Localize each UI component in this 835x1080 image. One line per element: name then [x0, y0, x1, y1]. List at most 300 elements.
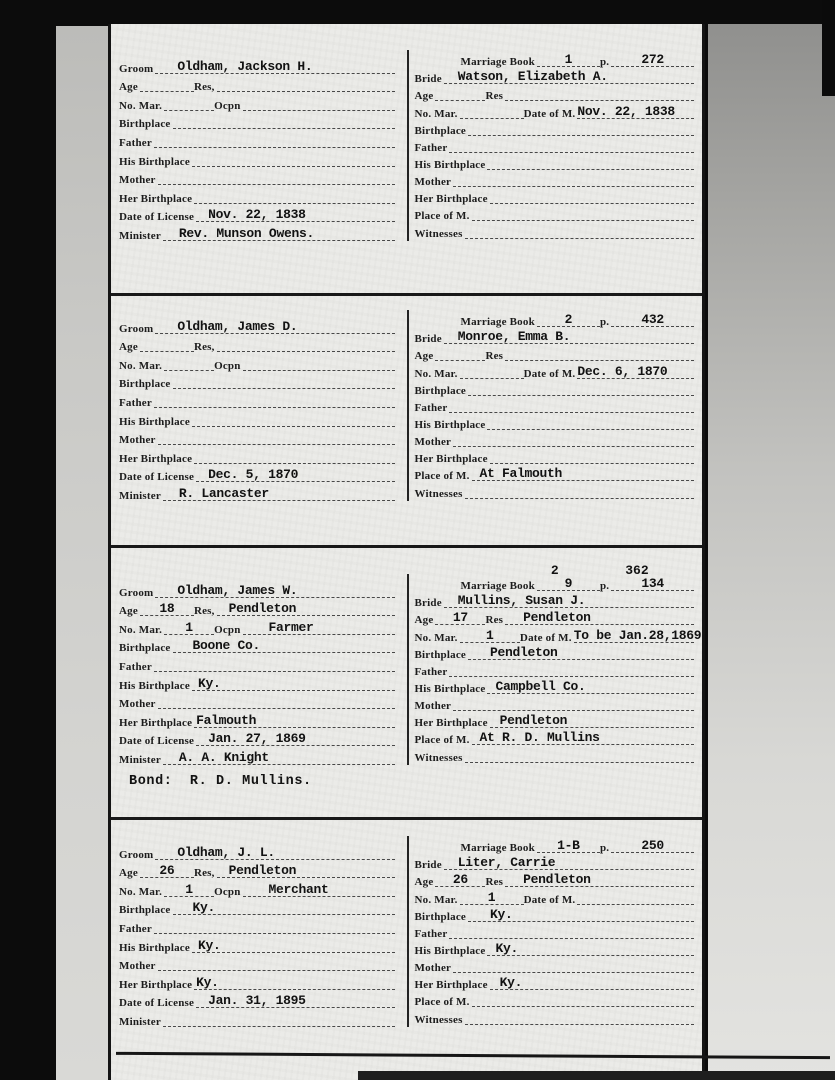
groom-res-label: Res,: [193, 341, 215, 354]
dotted-line: [537, 52, 600, 67]
bride-name-value: Liter, Carrie: [457, 855, 556, 871]
dotted-line: [158, 170, 395, 185]
groom-ocpn-label: Ocpn: [214, 623, 241, 636]
dotted-line: [460, 104, 524, 119]
dotted-line: [140, 337, 194, 352]
dotted-line: [435, 872, 485, 887]
dotted-line: [490, 449, 694, 464]
dotted-line: [453, 696, 694, 711]
bride-his_birthplace-label: His Birthplace: [414, 682, 486, 695]
groom-field-row: [119, 167, 395, 186]
groom-field-row: [119, 408, 395, 427]
bride-field-row: [415, 711, 695, 728]
bride-field-row: [415, 677, 695, 694]
dotted-line: [164, 96, 214, 111]
bride-field-row: [415, 379, 695, 396]
groom-field-row: [119, 464, 395, 483]
marriage-record-4: [111, 817, 702, 1077]
groom-name-label: Groom: [119, 62, 154, 75]
bride-birthplace-label: Birthplace: [414, 910, 466, 923]
groom-minister-label: Minister: [119, 753, 161, 766]
bond-note: [129, 774, 694, 789]
dotted-line: [435, 610, 485, 625]
bride-place_of_m-label: Place of M.: [414, 996, 470, 1009]
dotted-line: [468, 907, 694, 922]
bride-place_of_m-label: Place of M.: [414, 734, 470, 747]
dotted-line: [460, 890, 524, 905]
dotted-line: [577, 104, 694, 119]
dotted-line: [192, 152, 395, 167]
bride-field-row: [415, 310, 695, 327]
bride-book-value: 1: [564, 52, 573, 68]
bride-field-row: [415, 221, 695, 238]
groom-field-row: [119, 334, 395, 353]
dotted-line: [192, 676, 395, 691]
bride-date_of_m-label: Date of M.: [523, 107, 576, 120]
bride-witnesses-label: Witnesses: [414, 487, 463, 500]
dotted-line: [490, 189, 694, 204]
dotted-line: [243, 356, 395, 371]
groom-field-row: [119, 427, 395, 446]
bride-column: [407, 310, 695, 501]
groom-mother-label: Mother: [119, 960, 156, 973]
groom-field-row: [119, 74, 395, 93]
bride-res-value: Pendleton: [523, 872, 591, 888]
groom-field-row: [119, 204, 395, 223]
groom-res-label: Res,: [193, 605, 215, 618]
dotted-line: [465, 224, 694, 239]
bride-field-row: [415, 905, 695, 922]
bride-age-value: 17: [452, 610, 468, 626]
groom-date_of_license-label: Date of License: [119, 735, 195, 748]
groom-minister-value: Rev. Munson Owens.: [178, 225, 314, 241]
bride-no_mar-label: No. Mar.: [414, 893, 458, 906]
bride-age-value: 26: [452, 872, 468, 888]
bride-res-label: Res: [485, 350, 504, 363]
bride-birthplace-value: Ky.: [490, 906, 513, 922]
scan-right-margin: [708, 24, 835, 1080]
bride-her_birthplace-label: Her Birthplace: [414, 453, 488, 466]
groom-her_birthplace-label: Her Birthplace: [119, 978, 193, 991]
bride-field-row: [415, 660, 695, 677]
bride-age-label: Age: [414, 876, 434, 889]
bride-field-row: [415, 187, 695, 204]
groom-field-row: [119, 352, 395, 371]
dotted-line: [453, 432, 694, 447]
bride-field-row: [415, 430, 695, 447]
groom-her_birthplace-label: Her Birthplace: [119, 192, 193, 205]
bride-res-label: Res: [485, 614, 504, 627]
bride-mother-label: Mother: [414, 700, 452, 713]
bride-field-row: [415, 922, 695, 939]
groom-mother-label: Mother: [119, 698, 156, 711]
bride-birthplace-label: Birthplace: [414, 124, 466, 137]
bride-her_birthplace-value: Ky.: [499, 975, 523, 991]
bride-field-row: [415, 327, 695, 344]
bride-field-row: [415, 643, 695, 660]
groom-date_of_license-value: Jan. 31, 1895: [208, 993, 306, 1009]
groom-res-label: Res,: [193, 867, 215, 880]
bride-page-label: p.: [599, 580, 610, 593]
dotted-line: [611, 563, 694, 592]
marriage-record-2: [111, 293, 702, 545]
groom-father-label: Father: [119, 660, 152, 673]
dotted-line: [444, 329, 694, 344]
bride-no_mar-label: No. Mar.: [414, 367, 458, 380]
dotted-line: [487, 155, 694, 170]
dotted-line: [537, 838, 600, 853]
bride-book-value: 2: [564, 312, 573, 328]
dotted-line: [192, 938, 395, 953]
dotted-line: [164, 620, 214, 635]
dotted-line: [196, 993, 394, 1008]
groom-field-row: [119, 878, 395, 897]
groom-field-row: [119, 934, 395, 953]
bride-name-label: Bride: [414, 859, 442, 872]
bride-mother-label: Mother: [414, 436, 452, 449]
bride-no_mar-value: 1: [485, 627, 494, 643]
groom-field-row: [119, 389, 395, 408]
dotted-line: [472, 730, 694, 745]
groom-no_mar-label: No. Mar.: [119, 359, 163, 372]
bride-field-row: [415, 361, 695, 378]
groom-minister-label: Minister: [119, 229, 161, 242]
scan-bottom-shadow: [358, 1071, 835, 1080]
bride-field-row: [415, 956, 695, 973]
bride-field-row: [415, 204, 695, 221]
bride-witnesses-label: Witnesses: [414, 1013, 463, 1026]
groom-field-row: [119, 841, 395, 860]
dotted-line: [505, 86, 694, 101]
bride-no_mar-label: No. Mar.: [414, 107, 458, 120]
groom-field-row: [119, 728, 395, 747]
dotted-line: [490, 713, 694, 728]
bride-date_of_m-label: Date of M.: [523, 367, 576, 380]
groom-res-value: Pendleton: [228, 863, 297, 879]
bride-date_of_m-value: Dec. 6, 1870: [577, 363, 668, 379]
groom-birthplace-value: Boone Co.: [192, 638, 261, 654]
record-list: [111, 24, 702, 1077]
groom-field-row: [119, 709, 395, 728]
dotted-line: [194, 449, 394, 464]
dotted-line: [163, 750, 395, 765]
dotted-line: [155, 319, 394, 334]
dotted-line: [444, 593, 694, 608]
bride-field-row: [415, 119, 695, 136]
dotted-line: [453, 172, 694, 187]
bride-book-label: Marriage Book: [460, 56, 535, 69]
dotted-line: [154, 919, 395, 934]
record-columns: [119, 310, 694, 501]
bride-date_of_m-value: To be Jan.28,1869: [573, 627, 702, 643]
groom-his_birthplace-label: His Birthplace: [119, 415, 190, 428]
bride-field-row: [415, 413, 695, 430]
groom-field-row: [119, 653, 395, 672]
bride-field-row: [415, 84, 695, 101]
groom-ocpn-value: Merchant: [268, 881, 329, 897]
dotted-line: [465, 748, 694, 763]
bride-column: [407, 50, 695, 241]
bride-field-row: [415, 153, 695, 170]
bride-witnesses-label: Witnesses: [414, 227, 463, 240]
groom-field-row: [119, 746, 395, 765]
groom-field-row: [119, 915, 395, 934]
groom-column: [119, 310, 407, 501]
dotted-line: [173, 638, 395, 653]
groom-date_of_license-label: Date of License: [119, 211, 195, 224]
bride-book-label: Marriage Book: [460, 316, 535, 329]
bride-birthplace-label: Birthplace: [414, 384, 466, 397]
groom-minister-value: A. A. Knight: [178, 749, 269, 765]
dotted-line: [196, 731, 394, 746]
groom-no_mar-label: No. Mar.: [119, 623, 163, 636]
bride-name-value: Watson, Elizabeth A.: [457, 69, 608, 85]
bride-field-row: [415, 745, 695, 762]
groom-minister-value: R. Lancaster: [178, 485, 269, 501]
dotted-line: [155, 845, 394, 860]
dotted-line: [173, 900, 395, 915]
dotted-line: [468, 645, 694, 660]
bride-date_of_m-label: Date of M.: [523, 893, 576, 906]
dotted-line: [154, 133, 395, 148]
groom-age-label: Age: [119, 81, 138, 94]
dotted-line: [537, 312, 600, 327]
bride-field-row: [415, 464, 695, 481]
dotted-line: [158, 956, 395, 971]
record-columns: [119, 50, 694, 241]
dotted-line: [140, 601, 194, 616]
groom-field-row: [119, 953, 395, 972]
scan-left-margin: [56, 26, 108, 1080]
bride-field-row: [415, 591, 695, 608]
groom-ocpn-label: Ocpn: [214, 99, 241, 112]
bride-page-label: p.: [599, 316, 610, 329]
dotted-line: [577, 364, 694, 379]
bride-no_mar-value: 1: [487, 889, 496, 905]
bride-place_of_m-value: At R. D. Mullins: [479, 730, 600, 746]
bride-her_birthplace-label: Her Birthplace: [414, 979, 488, 992]
dotted-line: [155, 59, 394, 74]
groom-minister-label: Minister: [119, 489, 161, 502]
dotted-line: [472, 206, 694, 221]
dotted-line: [194, 975, 394, 990]
groom-no_mar-value: 1: [185, 881, 193, 897]
dotted-line: [154, 393, 395, 408]
dotted-line: [194, 713, 394, 728]
groom-ocpn-label: Ocpn: [214, 885, 241, 898]
bride-field-row: [415, 973, 695, 990]
groom-his_birthplace-value: Ky.: [197, 937, 221, 953]
dotted-line: [243, 620, 395, 635]
bride-name-label: Bride: [414, 73, 442, 86]
scan-right-edge-shadow: [822, 0, 835, 96]
bride-age-label: Age: [414, 614, 434, 627]
marriage-record-page: [108, 24, 705, 1080]
dotted-line: [505, 346, 694, 361]
groom-ocpn-value: Farmer: [268, 619, 314, 635]
bride-field-row: [415, 447, 695, 464]
groom-date_of_license-value: Nov. 22, 1838: [208, 207, 306, 223]
bride-witnesses-label: Witnesses: [414, 751, 463, 764]
dotted-line: [465, 1010, 694, 1025]
groom-field-row: [119, 616, 395, 635]
bride-res-label: Res: [485, 876, 504, 889]
bride-page-value: 250: [641, 838, 664, 854]
groom-field-row: [119, 315, 395, 334]
dotted-line: [449, 662, 694, 677]
groom-field-row: [119, 897, 395, 916]
bride-field-row: [415, 344, 695, 361]
dotted-line: [537, 563, 600, 592]
groom-name-value: Oldham, Jackson H.: [177, 58, 313, 74]
dotted-line: [611, 312, 694, 327]
bride-field-row: [415, 694, 695, 711]
record-columns: [119, 836, 694, 1027]
dotted-line: [163, 1012, 395, 1027]
groom-name-label: Groom: [119, 322, 154, 335]
groom-field-row: [119, 971, 395, 990]
marriage-record-1: [111, 24, 702, 293]
bride-page-label: p.: [599, 842, 610, 855]
dotted-line: [435, 346, 485, 361]
bride-page-value: 134: [641, 576, 664, 592]
bride-her_birthplace-label: Her Birthplace: [414, 193, 488, 206]
groom-field-row: [119, 185, 395, 204]
dotted-line: [243, 96, 395, 111]
bride-field-row: [415, 853, 695, 870]
groom-father-label: Father: [119, 396, 152, 409]
dotted-line: [472, 992, 694, 1007]
dotted-line: [154, 657, 395, 672]
groom-field-row: [119, 635, 395, 654]
groom-his_birthplace-value: Ky.: [197, 675, 221, 691]
bride-name-label: Bride: [414, 333, 442, 346]
bride-book-value: 1-B: [557, 838, 580, 854]
bride-birthplace-label: Birthplace: [414, 648, 466, 661]
groom-date_of_license-value: Jan. 27, 1869: [208, 731, 306, 747]
groom-father-label: Father: [119, 136, 152, 149]
bride-his_birthplace-value: Campbell Co.: [495, 678, 586, 694]
bond-note-text: Bond: R. D. Mullins.: [129, 773, 312, 789]
groom-column: [119, 836, 407, 1027]
dotted-line: [192, 412, 395, 427]
bride-father-label: Father: [414, 401, 448, 414]
bride-mother-label: Mother: [414, 962, 452, 975]
groom-date_of_license-label: Date of License: [119, 997, 195, 1010]
bride-her_birthplace-label: Her Birthplace: [414, 717, 488, 730]
dotted-line: [435, 86, 485, 101]
groom-date_of_license-value: Dec. 5, 1870: [208, 467, 299, 483]
dotted-line: [217, 337, 395, 352]
groom-no_mar-label: No. Mar.: [119, 99, 163, 112]
groom-name-value: Oldham, James W.: [177, 582, 298, 598]
groom-his_birthplace-label: His Birthplace: [119, 941, 190, 954]
bride-book_above-value: 2: [550, 563, 559, 579]
bride-date_of_m-label: Date of M.: [519, 631, 572, 644]
bride-field-row: [415, 870, 695, 887]
dotted-line: [468, 381, 694, 396]
dotted-line: [217, 77, 395, 92]
bride-res-label: Res: [485, 90, 504, 103]
bride-name-label: Bride: [414, 597, 442, 610]
bride-column: [407, 563, 702, 765]
bride-field-row: [415, 136, 695, 153]
groom-age-value: 18: [159, 601, 175, 617]
bride-place_of_m-value: At Falmouth: [479, 466, 563, 482]
bride-field-row: [415, 836, 695, 853]
groom-field-row: [119, 55, 395, 74]
groom-field-row: [119, 691, 395, 710]
dotted-line: [243, 882, 395, 897]
groom-field-row: [119, 129, 395, 148]
bride-date_of_m-value: Nov. 22, 1838: [577, 103, 675, 119]
groom-field-row: [119, 482, 395, 501]
dotted-line: [158, 694, 395, 709]
groom-field-row: [119, 222, 395, 241]
bride-name-value: Monroe, Emma B.: [457, 329, 571, 345]
dotted-line: [449, 398, 694, 413]
dotted-line: [217, 601, 395, 616]
bride-book-value: 9: [564, 576, 573, 592]
groom-column: [119, 574, 407, 765]
groom-her_birthplace-label: Her Birthplace: [119, 716, 193, 729]
dotted-line: [196, 467, 394, 482]
bride-field-row: [415, 101, 695, 118]
bride-book-label: Marriage Book: [460, 842, 535, 855]
groom-father-label: Father: [119, 922, 152, 935]
groom-field-row: [119, 148, 395, 167]
bride-place_of_m-label: Place of M.: [414, 210, 470, 223]
bride-field-row: [415, 1007, 695, 1024]
bride-name-value: Mullins, Susan J.: [457, 593, 586, 609]
groom-field-row: [119, 111, 395, 130]
groom-field-row: [119, 371, 395, 390]
dotted-line: [573, 627, 702, 643]
bride-field-row: [414, 625, 702, 644]
bride-no_mar-label: No. Mar.: [414, 631, 458, 644]
groom-field-row: [119, 860, 395, 879]
groom-age-label: Age: [119, 605, 138, 618]
dotted-line: [173, 374, 395, 389]
groom-her_birthplace-value: Ky.: [196, 974, 219, 990]
groom-field-row: [119, 990, 395, 1009]
groom-name-value: Oldham, J. L.: [177, 844, 275, 860]
bride-field-row: [415, 608, 695, 625]
dotted-line: [158, 430, 395, 445]
bride-field-row: [415, 396, 695, 413]
groom-field-row: [119, 92, 395, 111]
dotted-line: [611, 838, 694, 853]
bride-page-value: 432: [641, 312, 664, 328]
groom-her_birthplace-value: Falmouth: [196, 712, 257, 728]
dotted-line: [465, 484, 694, 499]
bride-book-label: Marriage Book: [460, 580, 535, 593]
groom-age-label: Age: [119, 867, 138, 880]
bride-birthplace-value: Pendleton: [490, 644, 558, 660]
bride-page-label: p.: [599, 56, 610, 69]
bride-page_above-value: 362: [625, 563, 649, 579]
groom-age-value: 26: [159, 863, 175, 879]
groom-field-row: [119, 672, 395, 691]
groom-her_birthplace-label: Her Birthplace: [119, 452, 193, 465]
groom-mother-label: Mother: [119, 174, 156, 187]
dotted-line: [468, 121, 694, 136]
dotted-line: [164, 882, 214, 897]
dotted-line: [173, 114, 395, 129]
bride-field-row: [415, 481, 695, 498]
dotted-line: [460, 628, 520, 643]
groom-name-label: Groom: [119, 586, 154, 599]
